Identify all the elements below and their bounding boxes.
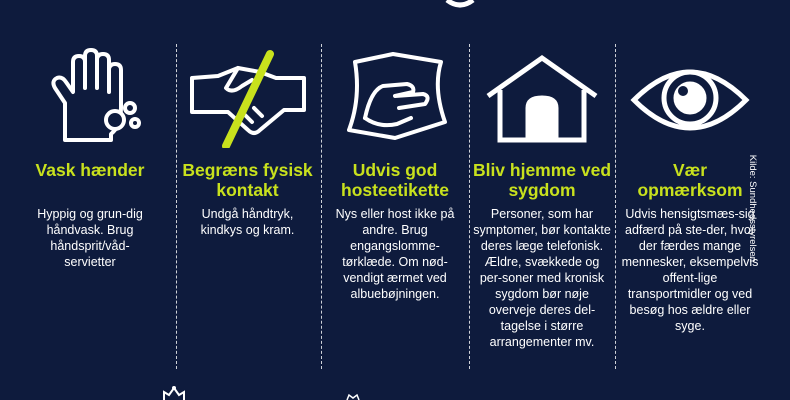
tip-wash-hands — [30, 40, 150, 375]
divider — [469, 44, 470, 369]
hand-wash-icon — [30, 40, 150, 155]
tip-description: Undgå håndtryk, kindkys og kram. — [200, 207, 295, 237]
tip-description: Personer, som har symptomer, bør kontakte deres læge telefonisk. Ældre, svækkede og per-soner med kronisk sygdom bør nøje overveje deres del-tagelse i større arrangementer mv. — [473, 207, 611, 349]
tip-be-attentive — [620, 40, 760, 375]
tip-description: Udvis hensigtsmæs-sig adfærd på ste-der, hvor der færdes mange mennesker, eksempelvis offent-lige transportmidler og ved besøg hos ældre eller syge. — [621, 207, 759, 333]
tip-description: Hyppig og grun-dig håndvask. Brug håndsprit/våd-servietter — [37, 207, 143, 269]
divider — [321, 44, 322, 369]
tip-title: Udvis god hosteetikette — [341, 160, 449, 200]
crown-logo-icon — [160, 386, 188, 400]
tip-description: Nys eller host ikke på andre. Brug engangslomme-tørklæde. Om nød-vendigt ærmet ved albuebøjningen. — [335, 207, 455, 301]
tip-title: Vask hænder — [35, 160, 145, 180]
source-note: Kilde: Sundhedsstyrelsen — [747, 154, 758, 262]
divider — [176, 44, 177, 369]
tip-limit-contact — [180, 40, 315, 375]
cropped-top-glyph — [445, 0, 475, 8]
tip-title: Vær opmærksom — [637, 160, 743, 200]
tip-cough-etiquette — [325, 40, 465, 375]
tissue-icon — [325, 40, 465, 155]
divider — [615, 44, 616, 369]
tip-title: Bliv hjemme ved sygdom — [472, 160, 612, 200]
eye-icon — [620, 40, 760, 155]
no-handshake-icon — [180, 40, 315, 155]
tip-title: Begræns fysisk kontakt — [182, 160, 313, 200]
crown-logo-icon — [345, 392, 361, 400]
tip-stay-home — [472, 40, 612, 375]
house-icon — [472, 40, 612, 155]
